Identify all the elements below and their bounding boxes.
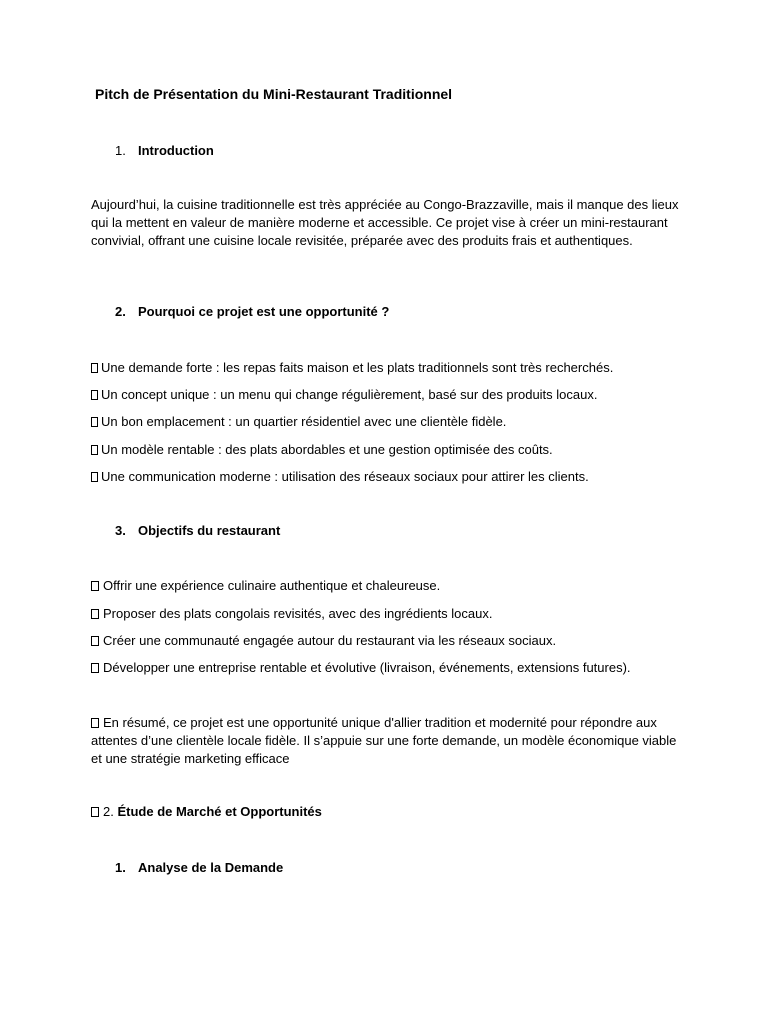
section-heading-text: Pourquoi ce projet est une opportunité ?: [138, 304, 390, 319]
section-number: 3.: [115, 523, 126, 538]
summary-paragraph: En résumé, ce projet est une opportunité unique d'allier tradition et modernité pour répondre aux attentes d’une clientèle locale fidèle. Il s’appuie sur une forte demande, un modèle économique viable et une stratégie marketing efficace: [91, 715, 677, 766]
missing-glyph-icon: [91, 445, 98, 455]
list-item: Un bon emplacement : un quartier résidentiel avec une clientèle fidèle.: [91, 413, 506, 431]
missing-glyph-icon: [91, 363, 98, 373]
section-number: 1.: [115, 860, 126, 875]
section-number: 2.: [115, 304, 126, 319]
intro-paragraph: Aujourd’hui, la cuisine traditionnelle est très appréciée au Congo-Brazzaville, mais il manque des lieux qui la mettent en valeur de manière moderne et accessible. Ce projet vise à créer un mini-restaurant convivial, offrant une cuisine locale revisitée, préparée avec des produits frais et authentiques.: [91, 197, 679, 248]
list-item: Créer une communauté engagée autour du restaurant via les réseaux sociaux.: [91, 632, 556, 650]
section-heading-introduction: [115, 143, 214, 158]
missing-glyph-icon: [91, 390, 98, 400]
missing-glyph-icon: [91, 718, 99, 728]
missing-glyph-icon: [91, 636, 99, 646]
list-item: Offrir une expérience culinaire authentique et chaleureuse.: [91, 577, 440, 595]
section-heading-text: Introduction: [138, 143, 214, 158]
list-item: Une demande forte : les repas faits maison et les plats traditionnels sont très recherchés.: [91, 359, 613, 377]
page-title: Pitch de Présentation du Mini-Restaurant Traditionnel: [95, 86, 453, 102]
missing-glyph-icon: [91, 609, 99, 619]
missing-glyph-icon: [91, 472, 98, 482]
list-item: Une communication moderne : utilisation des réseaux sociaux pour attirer les clients.: [91, 468, 589, 486]
list-item: Développer une entreprise rentable et évolutive (livraison, événements, extensions futures).: [91, 659, 631, 677]
section-heading-text: Objectifs du restaurant: [138, 523, 281, 538]
section-heading-opportunity: [115, 304, 389, 319]
section-number: 1.: [115, 143, 126, 158]
section-heading-market: 2. Étude de Marché et Opportunités: [91, 804, 322, 819]
list-item: Un modèle rentable : des plats abordables et une gestion optimisée des coûts.: [91, 441, 553, 459]
section-heading-text: Analyse de la Demande: [138, 860, 284, 875]
missing-glyph-icon: [91, 581, 99, 591]
missing-glyph-icon: [91, 663, 99, 673]
list-item: Proposer des plats congolais revisités, avec des ingrédients locaux.: [91, 605, 493, 623]
section-heading-demand: [115, 860, 283, 875]
missing-glyph-icon: [91, 417, 98, 427]
section-heading-objectives: [115, 523, 280, 538]
missing-glyph-icon: [91, 807, 99, 817]
list-item: Un concept unique : un menu qui change régulièrement, basé sur des produits locaux.: [91, 386, 597, 404]
